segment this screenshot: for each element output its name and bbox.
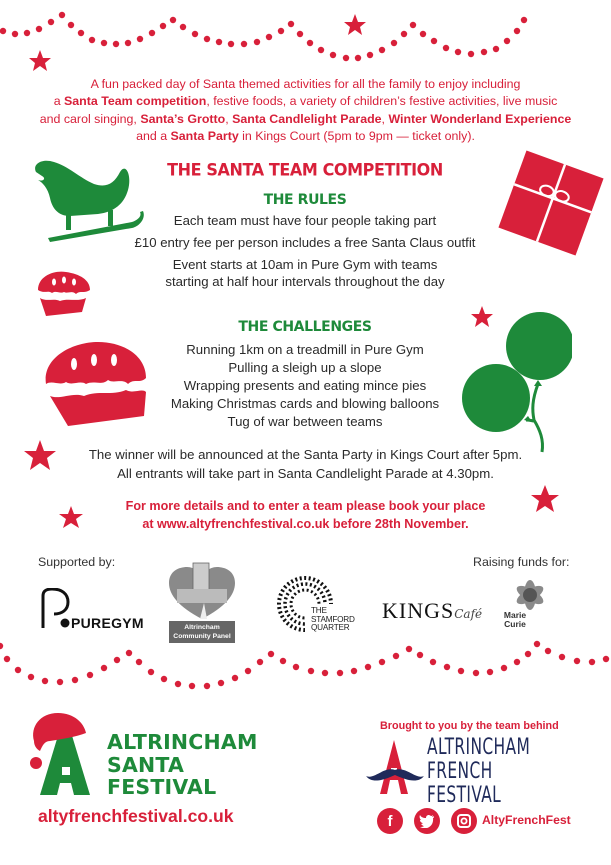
french-festival-a-moustache-icon [364,738,426,798]
instagram-glyph [457,814,471,828]
community-panel-text: Altrincham [184,624,220,631]
star-icon [530,484,562,516]
intro-highlight: Winter Wonderland Experience [388,111,572,126]
raising-funds-label: Raising funds for: [473,555,570,569]
community-panel-logo [167,561,237,641]
stamford-quarter-logo [275,574,370,634]
rule-item: starting at half hour intervals throughout the day [165,274,445,289]
mince-pie-icon [34,268,94,318]
social-handle[interactable]: AltyFrenchFest [482,813,571,827]
intro-text: , festive foods, a variety of children’s festive activities, live music [206,94,558,109]
marie-curie-text: Curie [504,619,526,629]
intro-paragraph [30,76,581,145]
santa-festival-line: FESTIVAL [107,775,217,799]
winner-text: All entrants will take part in Santa Candlelight Parade at 4.30pm. [117,465,494,481]
rules-heading: THE RULES [263,192,347,208]
stamford-wordmark [311,607,355,633]
french-festival-line: FRENCH FESTIVAL [427,759,502,808]
santa-festival-line: ALTRINCHAM [107,730,258,754]
french-festival-title [427,736,571,808]
intro-text: in Kings Court (5pm to 9pm — ticket only). [238,128,475,143]
intro-text: a [53,94,65,109]
rule-item: Each team must have four people taking part [173,213,437,228]
festival-website-link[interactable]: altyfrenchfestival.co.uk [38,806,234,826]
intro-highlight: Santa’s Grotto [140,111,226,126]
intro-text: , [381,111,389,126]
supported-by-label: Supported by: [38,555,116,569]
winner-text: The winner will be announced at the Santa Party in Kings Court after 5pm. [88,447,523,462]
french-festival-line: ALTRINCHAM [427,735,531,760]
top-garland-decoration [0,0,611,75]
kings-cafe-logo [382,598,482,624]
santa-festival-line: SANTA [107,752,185,777]
santa-festival-title [107,731,258,799]
present-icon [496,148,606,258]
rule-item: Event starts at 10am in Pure Gym with teams [172,257,438,272]
star-icon [344,14,366,35]
rule-item: £10 entry fee per person includes a free Santa Claus outfit [134,235,476,250]
community-panel-heart-icon [167,561,237,621]
challenge-item: Wrapping presents and eating mince pies [183,378,427,393]
intro-highlight: Santa Team competition [64,94,207,109]
marie-curie-wordmark [500,611,530,629]
competition-title: THE SANTA TEAM COMPETITION [167,159,443,180]
challenge-item: Pulling a sleigh up a slope [228,360,382,375]
booking-call-to-action [90,498,521,533]
bottom-garland-decoration [0,640,611,700]
stamford-text: QUARTER [311,623,350,632]
twitter-icon[interactable] [414,808,440,834]
cta-link-text[interactable]: at www.altyfrenchfestival.co.uk before 28th November. [142,516,469,531]
puregym-icon [40,588,70,632]
challenge-item: Running 1km on a treadmill in Pure Gym [186,342,424,357]
intro-highlight: Santa Party [170,128,239,143]
marie-curie-logo [500,577,555,635]
cta-text: For more details and to enter a team please book your place [125,499,486,513]
intro-text: and carol singing, [39,111,141,126]
kings-cafe-wordmark: Café [454,607,483,621]
star-icon [29,50,51,71]
challenges-list [120,341,490,431]
rules-list [120,212,490,290]
star-icon [471,306,493,327]
challenges-heading: THE CHALLENGES [238,319,372,335]
marie-curie-text: Marie [503,610,527,620]
community-panel-text: Community Panel [173,633,231,640]
brought-to-you-label: Brought to you by the team behind [380,720,559,732]
challenge-item: Making Christmas cards and blowing balloons [170,396,440,411]
intro-text: , [225,111,233,126]
facebook-icon[interactable]: f [377,808,403,834]
winner-announcement [40,446,571,483]
stamford-text: STAMFORD [311,614,355,624]
instagram-icon[interactable] [451,808,477,834]
santa-festival-a-logo-icon [26,711,106,796]
stamford-text: THE [311,606,327,615]
challenge-item: Tug of war between teams [227,414,383,429]
twitter-bird-glyph [419,814,435,828]
star-icon [58,505,88,535]
intro-text: A fun packed day of Santa themed activities for all the family to enjoy including [90,77,521,91]
kings-wordmark: KINGS [382,598,455,623]
intro-text: and a [136,128,171,143]
puregym-wordmark: PUREGYM [71,615,144,631]
intro-highlight: Santa Candlelight Parade [232,111,382,126]
